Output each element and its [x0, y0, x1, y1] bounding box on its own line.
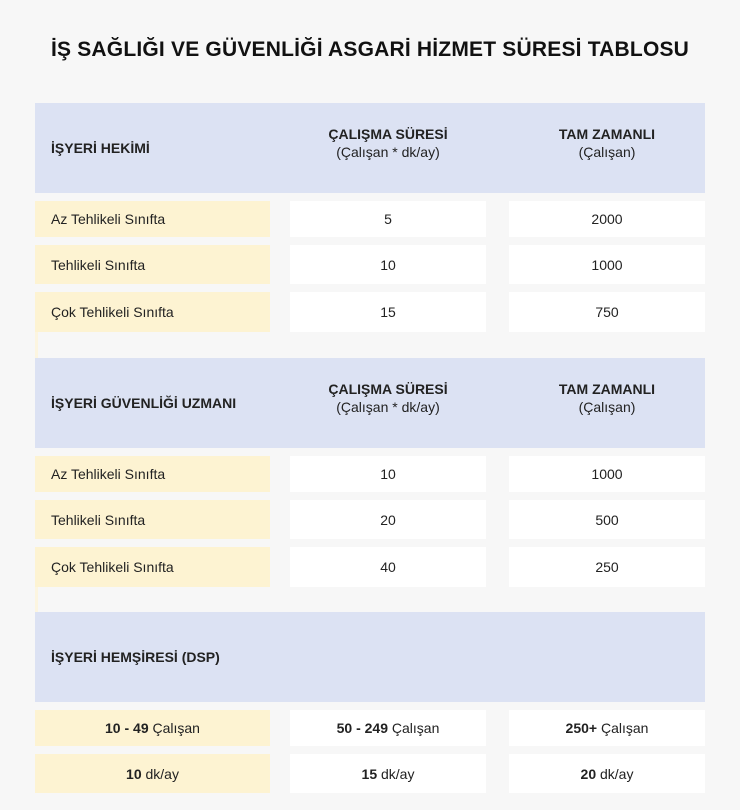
- fulltime-value: 250: [509, 547, 705, 587]
- duration-value: 15 dk/ay: [290, 754, 486, 793]
- employee-range: 50 - 249 Çalışan: [290, 710, 486, 746]
- fulltime-header: TAM ZAMANLI (Çalışan): [558, 381, 656, 415]
- divider: [35, 332, 38, 358]
- duration-value: 10 dk/ay: [35, 754, 270, 793]
- duration-value: 10: [290, 245, 486, 284]
- duration-value: 5: [290, 201, 486, 237]
- employee-range: 250+ Çalışan: [509, 710, 705, 746]
- duration-value: 15: [290, 292, 486, 332]
- row-label: Tehlikeli Sınıfta: [35, 500, 270, 539]
- section-title: İŞYERİ HEKİMİ: [51, 140, 150, 156]
- fulltime-value: 750: [509, 292, 705, 332]
- duration-value: 40: [290, 547, 486, 587]
- section-header-hemsire: [35, 612, 705, 702]
- section-title: İŞYERİ HEMŞİRESİ (DSP): [51, 649, 220, 665]
- fulltime-value: 500: [509, 500, 705, 539]
- duration-header: ÇALIŞMA SÜRESİ (Çalışan * dk/ay): [328, 381, 448, 415]
- employee-range: 10 - 49 Çalışan: [35, 710, 270, 746]
- fulltime-value: 1000: [509, 456, 705, 492]
- row-label: Az Tehlikeli Sınıfta: [35, 201, 270, 237]
- row-label: Çok Tehlikeli Sınıfta: [35, 292, 270, 332]
- fulltime-value: 1000: [509, 245, 705, 284]
- row-label: Tehlikeli Sınıfta: [35, 245, 270, 284]
- row-label: Çok Tehlikeli Sınıfta: [35, 547, 270, 587]
- duration-value: 20 dk/ay: [509, 754, 705, 793]
- section-header-uzman: [35, 358, 705, 448]
- page-title: İŞ SAĞLIĞI VE GÜVENLİĞİ ASGARİ HİZMET SÜRESİ TABLOSU: [50, 38, 690, 61]
- divider: [35, 587, 38, 612]
- fulltime-header: TAM ZAMANLI (Çalışan): [558, 126, 656, 160]
- duration-header: ÇALIŞMA SÜRESİ (Çalışan * dk/ay): [328, 126, 448, 160]
- duration-value: 10: [290, 456, 486, 492]
- section-title: İŞYERİ GÜVENLİĞİ UZMANI: [51, 395, 237, 411]
- duration-value: 20: [290, 500, 486, 539]
- fulltime-value: 2000: [509, 201, 705, 237]
- section-header-hekim: [35, 103, 705, 193]
- row-label: Az Tehlikeli Sınıfta: [35, 456, 270, 492]
